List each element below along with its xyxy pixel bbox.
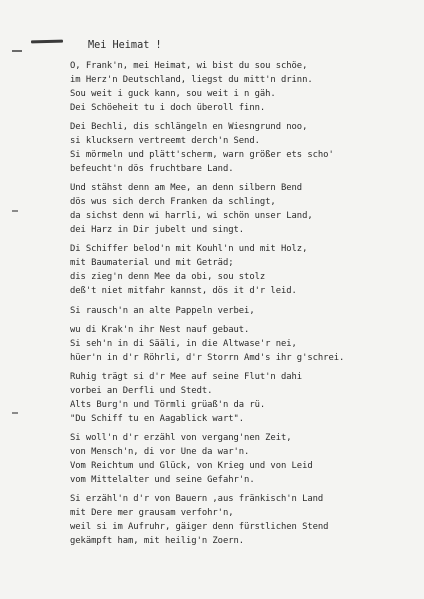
poem-line: Sou weit i guck kann, sou weit i n gäh. bbox=[70, 88, 276, 99]
poem-line: Si mörmeln und plätt'scherm, warn größer ets scho' bbox=[70, 149, 334, 160]
poem-title: Mei Heimat ! bbox=[88, 40, 162, 51]
stanza bbox=[70, 324, 415, 366]
poem-line: mit Baumaterial und mit Geträd; bbox=[70, 258, 234, 269]
stanza bbox=[70, 493, 415, 549]
stanza bbox=[70, 121, 415, 177]
pen-stroke-mark bbox=[31, 40, 63, 44]
stanza bbox=[70, 371, 415, 427]
poem-line: mit Dere mer grausam verfohr'n, bbox=[70, 508, 234, 519]
poem-line: dei Harz in Dir jubelt und singt. bbox=[70, 224, 245, 235]
poem-line: hüer'n in d'r Röhrli, d'r Storrn Amd's ihr g'schrei. bbox=[70, 352, 345, 363]
poem-line: Si rausch'n an alte Pappeln verbei, bbox=[70, 305, 255, 316]
stanza bbox=[70, 60, 415, 116]
poem-line: deß't niet mitfahr kannst, dös it d'r leid. bbox=[70, 286, 297, 297]
poem-line: vom Mittelalter und seine Gefahr'n. bbox=[70, 474, 255, 485]
poem-line: O, Frank'n, mei Heimat, wi bist du sou schöe, bbox=[70, 61, 308, 71]
poem-line: gekämpft ham, mit heilig'n Zoern. bbox=[70, 536, 245, 547]
poem-line: Di Schiffer belod'n mit Kouhl'n und mit Holz, bbox=[70, 244, 308, 255]
poem-body bbox=[70, 60, 415, 555]
poem-line: Dei Bechli, dis schlängeln en Wiesngrund noo, bbox=[70, 122, 308, 133]
poem-line: Si woll'n d'r erzähl von vergang'nen Zeit, bbox=[70, 433, 292, 444]
poem-line: Vom Reichtum und Glück, von Krieg und von Leid bbox=[70, 461, 313, 472]
poem-line: "Du Schiff tu en Aagablick wart". bbox=[70, 413, 245, 424]
poem-line: Dei Schöeheit tu i doch überoll finn. bbox=[70, 102, 266, 113]
stanza bbox=[70, 182, 415, 238]
margin-mark bbox=[12, 50, 22, 52]
poem-line: si klucksern vertreemt derch'n Send. bbox=[70, 136, 260, 147]
poem-line: Si seh'n in di Sääli, in die Altwase'r nei, bbox=[70, 338, 297, 349]
poem-line: befeucht'n dös fruchtbare Land. bbox=[70, 163, 234, 174]
poem-line: Ruhig trägt si d'r Mee auf seine Flut'n dahi bbox=[70, 372, 303, 383]
poem-line: dös wus sich derch Franken da schlingt, bbox=[70, 197, 276, 208]
stanza bbox=[70, 432, 415, 488]
poem-line: dis zieg'n denn Mee da obi, sou stolz bbox=[70, 272, 266, 283]
poem-line: weil si im Aufruhr, gäiger denn fürstlichen Stend bbox=[70, 522, 329, 533]
poem-line: vorbei an Derfli und Stedt. bbox=[70, 386, 213, 397]
poem-line: von Mensch'n, di vor Une da war'n. bbox=[70, 447, 250, 458]
stanza bbox=[70, 305, 415, 319]
margin-speck bbox=[12, 412, 18, 414]
poem-line: im Herz'n Deutschland, liegst du mitt'n drinn. bbox=[70, 74, 313, 85]
poem-line: wu di Krak'n ihr Nest nauf gebaut. bbox=[70, 324, 250, 335]
poem-line: Alts Burg'n und Törmli grüaß'n da rü. bbox=[70, 399, 266, 410]
stanza bbox=[70, 243, 415, 299]
poem-line: Und stähst denn am Mee, an denn silbern Bend bbox=[70, 183, 303, 194]
poem-line: da sichst denn wi harrli, wi schön unser Land, bbox=[70, 211, 313, 222]
margin-speck bbox=[12, 210, 18, 212]
poem-line: Si erzähl'n d'r von Bauern ,aus fränkisch'n Land bbox=[70, 494, 324, 505]
